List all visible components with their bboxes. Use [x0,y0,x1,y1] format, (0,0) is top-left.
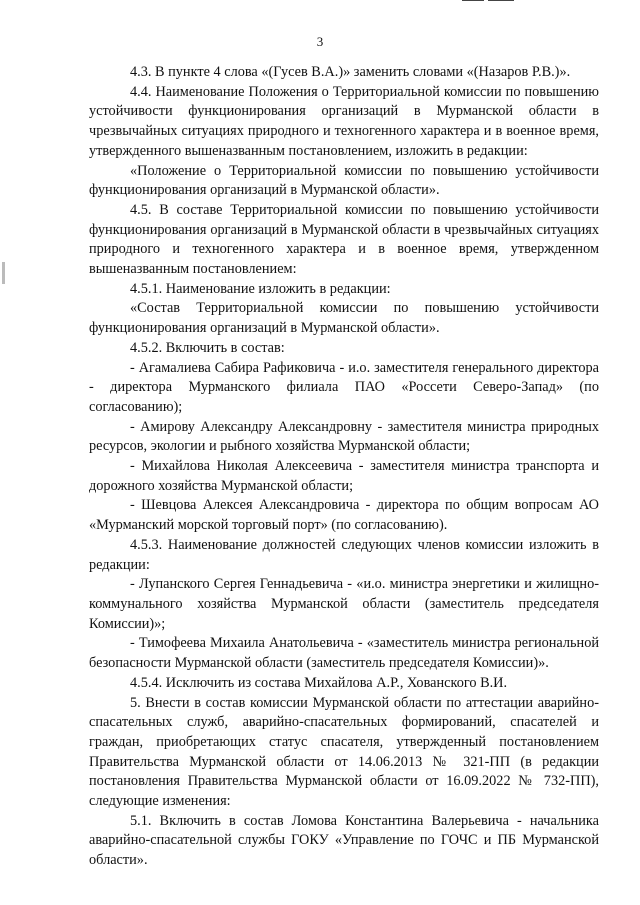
page-number: 3 [316,34,324,49]
list-item-agamaliev: - Агамалиева Сабира Рафиковича - и.о. заместителя генерального директора - директора Мурманского филиала ПАО «Россети Северо-Запад» (по согласованию); [89,359,599,415]
scan-edge-marks [462,0,518,18]
paragraph-4-5-4: 4.5.4. Исключить из состава Михайлова А.Р., Хованского В.И. [130,674,508,691]
list-item-amirova: - Амирову Александру Александровну - заместителя министра природных ресурсов, экологии и рыбного хозяйства Мурманской области; [89,418,599,455]
paragraph-4-5: 4.5. В составе Территориальной комиссии по повышению устойчивости функционирования организаций в Мурманской области в чрезвычайных ситуациях природного и техногенного характера и в военное время, утвержденном вышеназванным постановлением: [89,201,599,278]
paragraph-4-4-quote: «Положение о Территориальной комиссии по повышению устойчивости функционирования организаций в Мурманской области». [89,162,599,199]
paragraph-4-5-1: 4.5.1. Наименование изложить в редакции: [130,280,391,297]
list-item-shevtsov: - Шевцова Алексея Александровича - директора по общим вопросам АО «Мурманский морской торговый порт» (по согласованию). [89,497,599,534]
list-item-mikhailov: - Михайлова Николая Алексеевича - заместителя министра транспорта и дорожного хозяйства Мурманской области; [89,458,599,494]
paragraph-4-5-3: 4.5.3. Наименование должностей следующих членов комиссии изложить в редакции: [89,536,599,573]
paragraph-4-3: 4.3. В пункте 4 слова «(Гусев В.А.)» заменить словами «(Назаров Р.В.)». [130,64,571,80]
document-body [89,63,599,871]
paragraph-4-5-2: 4.5.2. Включить в состав: [130,339,285,356]
paragraph-5: 5. Внести в состав комиссии Мурманской области по аттестации аварийно-спасательных служб, аварийно-спасательных формирований, спасателей и граждан, приобретающих статус спасателя, утвержденный постановлением Правительства Мурманской области от 14.06.2013 № 321-ПП (в редакции постановления Правительства Мурманской области от 16.09.2022 № 732-ПП), следующие изменения: [89,694,599,810]
scan-margin-mark [2,262,5,284]
list-item-lupansky: - Лупанского Сергея Геннадьевича - «и.о. министра энергетики и жилищно-коммунального хозяйства Мурманской области (заместитель председателя Комиссии)»; [89,576,599,632]
paragraph-5-1: 5.1. Включить в состав Ломова Константина Валерьевича - начальника аварийно-спасательной службы ГОКУ «Управление по ГОЧС и ПБ Мурманской области». [89,812,599,869]
paragraph-4-4: 4.4. Наименование Положения о Территориальной комиссии по повышению устойчивости функционирования организаций в Мурманской области в чрезвычайных ситуациях природного и техногенного характера и в военное время, утвержденного вышеназванным постановлением, изложить в редакции: [89,83,599,159]
paragraph-4-5-1-quote: «Состав Территориальной комиссии по повышению устойчивости функционирования организаций в Мурманской области». [89,300,599,337]
list-item-timofeev: - Тимофеева Михаила Анатольевича - «заместитель министра региональной безопасности Мурманской области (заместитель председателя Комиссии)». [89,635,599,672]
